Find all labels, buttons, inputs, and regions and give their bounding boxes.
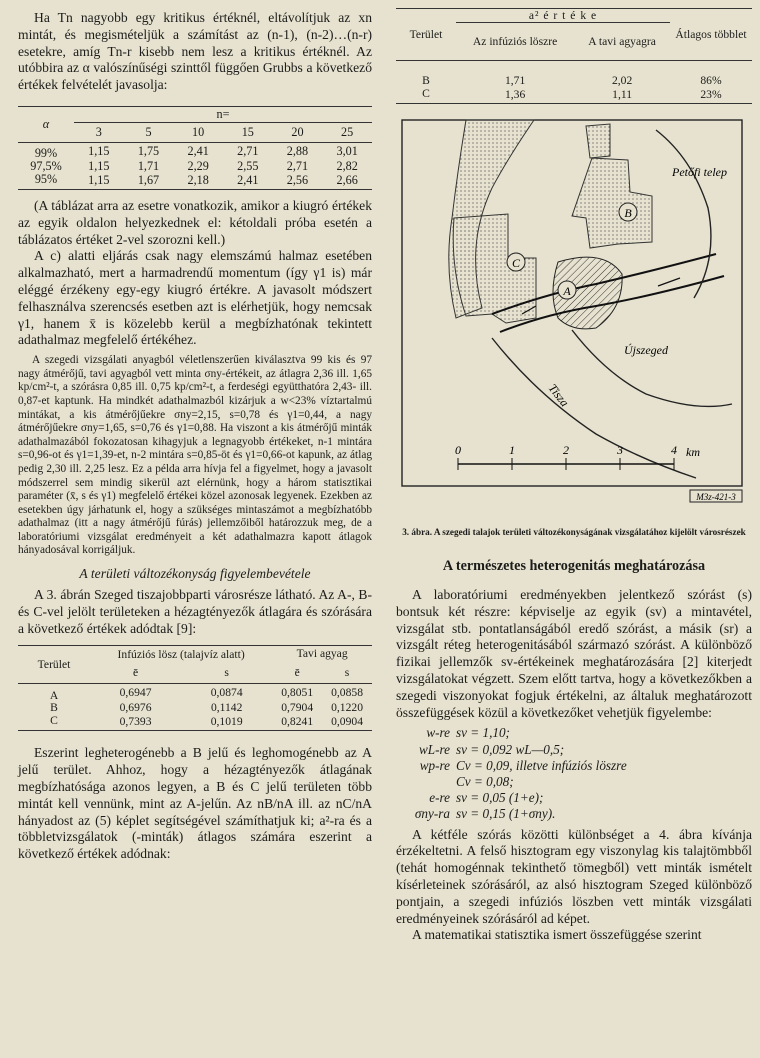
cell: 2,18 xyxy=(187,173,209,188)
equation-line: σny-ra sv = 0,15 (1+σny). xyxy=(414,806,556,822)
cell: 0,1019 xyxy=(210,715,243,729)
section-heading-natural: A természetes heterogenitás meghatározása xyxy=(442,558,706,574)
row-label: B xyxy=(422,74,430,87)
sub-header: ē xyxy=(294,665,300,679)
col-header-loess: Az infúziós löszre xyxy=(472,35,558,48)
row-label: A xyxy=(49,688,59,702)
left-column xyxy=(18,0,372,863)
equation-line: wp-re Cv = 0,09, illetve infúziós löszre xyxy=(419,757,627,773)
map-label-tisza: Tisza xyxy=(545,381,572,410)
cell: 23% xyxy=(700,88,722,101)
cell: 2,88 xyxy=(286,143,309,158)
col-header: 25 xyxy=(341,124,354,139)
cell: 2,29 xyxy=(187,158,209,173)
cell: 1,75 xyxy=(137,143,160,158)
table-row xyxy=(18,173,372,190)
cell: 2,02 xyxy=(611,74,633,87)
tisza-bank-right xyxy=(572,330,732,406)
group-header-a2: a² é r t é k e xyxy=(456,9,670,23)
row-label: C xyxy=(50,713,58,727)
row-label: 97,5% xyxy=(30,158,62,173)
scale-unit: km xyxy=(686,445,700,459)
section-heading-area: A területi változékonyság figyelembevétele xyxy=(79,566,311,582)
cell: 0,1142 xyxy=(210,701,243,715)
scale-label: 1 xyxy=(509,443,515,457)
extra-samples-table xyxy=(396,8,752,104)
cell: 0,0904 xyxy=(331,715,363,729)
table-row xyxy=(18,142,372,160)
cell: 1,11 xyxy=(612,88,633,101)
cell: 0,6976 xyxy=(119,701,152,715)
cell: 1,15 xyxy=(88,158,110,173)
figure-code: M3z-421-3 xyxy=(696,492,736,502)
paragraph-fig3-intro: A 3. ábrán Szeged tiszajobbparti városrésze látható. Az A-, B- és C-vel jelölt területeken a hézagtényezők átlagára és szórására a következő értékek adódtak [9]: xyxy=(18,587,372,636)
cell: 1,15 xyxy=(88,173,110,188)
col-header-average: Átlagos többlet xyxy=(675,28,747,41)
cell: 0,7393 xyxy=(119,715,152,729)
paragraph-histograms: A kétféle szórás közötti különbséget a 4. ábra kívánja érzékeltetni. A felső hisztogram egy viszonylag kis talajtömbből (tehát homogénnak tekinthető tömegből) vett minták ismételt kísérleteinek szórásáról, az alsó hisztogram Szeged különböző pontjain, a szegedi infúziós löszben vett minták vizsgálati eredményeinek szórásáról ad képet. xyxy=(396,826,752,926)
area-header: Terület xyxy=(409,28,443,41)
table-row xyxy=(396,61,752,88)
cell: 1,71 xyxy=(137,158,160,173)
tisza-bank-left xyxy=(492,338,696,478)
cell: 2,56 xyxy=(286,173,309,188)
cell: 0,8241 xyxy=(281,715,314,729)
cell: 0,6947 xyxy=(119,685,152,699)
cell: 2,71 xyxy=(286,158,309,173)
map-label-c: C xyxy=(511,256,521,270)
table-row xyxy=(18,683,372,702)
paragraph-table-note: (A táblázat arra az esetre vonatkozik, amikor a kiugró értékek az egyik oldalon helyezkednek el: kétoldali próba esetén a táblázatos értéket 2-vel szorozni kell.) xyxy=(18,197,372,247)
map-label-b: B xyxy=(624,206,632,220)
area-top-block xyxy=(586,124,610,158)
col-header-clay: A tavi agyagra xyxy=(588,35,656,48)
row-label: C xyxy=(422,86,430,100)
cell: 0,1220 xyxy=(331,701,363,715)
map-label-a: A xyxy=(563,284,571,298)
paragraph-method-c: A c) alatti eljárás csak nagy elemszámú halmaz esetében alkalmazható, mert a harmadrendű momentum (így γ1 is) már eléggé érzékeny egy-egy kiugró értékre. A javasolt módszert felhasználva szerencsés esetben azt is elérhetjük, hogy nemcsak γ1, hanem x̄ is közelebb kerül a megbízhatónak tekintett adathalmaz megfelelő értékéhez. xyxy=(18,248,372,348)
cell: 0,8051 xyxy=(281,685,314,699)
col-header: 15 xyxy=(241,124,254,139)
group-header-loess: Infúziós lösz (talajvíz alatt) xyxy=(117,648,245,662)
cell: 2,66 xyxy=(336,173,358,188)
alpha-header: α xyxy=(42,116,50,131)
scale-label: 3 xyxy=(617,443,623,457)
cell: 0,0858 xyxy=(331,685,363,699)
szeged-area-map xyxy=(396,118,752,518)
cell: 86% xyxy=(700,74,722,87)
table-row xyxy=(18,715,372,731)
paragraph-szeged-example: A szegedi vizsgálati anyagból véletlenszerűen kiválasztva 99 kis és 97 nagy átmérőjű, tavi agyagból vett minta σny-értékeit, az átlagra 2,36 ill. 1,65 kp/cm²-t, a szórásra 0,85 ill. 0,75 kp/cm²-t, a ferdeségi együtthatóra 2,43- ill. 0,87-et kaptunk. Ha mindkét adathalmazból kizárjuk a w<23% víztartalmú mintákat, a kis átmérőjűekre σny=2,15, s=0,78 és γ1=0,44, a nagy átmérőjűekre σny=1,65, s=0,76 és γ1=0,88. Ha viszont a kis átmérőjű minták adathalmazából fokozatosan kihagyjuk a legnagyobb értékeket, n-1 mintára s=0,96-ot és γ1=1,39-et, n-2 mintára s=0,85-öt és γ1=0,66-ot kapunk, az átlag pedig 2,30 ill. 2,25 lesz. Ez a példa arra hívja fel a figyelmet, hogy a javasolt módszerrel sem mindig sikerül azt elérnünk, hogy a három statisztikai paraméter (x̄, s és γ1) megfelelő értékei közel azonosak legyenek. Ezekben az esetekben úgy járhatunk el, hogy a szükséges mintaszámot a megbízhatóbb adathalmaz (itt a nagy átmérőjű fúrás) jellemzőiből határozzuk meg, de a laboratóriumi vizsgálat eredményeit a két adathalmazra kapott átlagok hányadosával korrigáljuk. xyxy=(18,354,372,557)
row-label: 95% xyxy=(34,171,58,186)
cell: 2,71 xyxy=(237,143,259,158)
paragraph-scatter-split: A laboratóriumi eredményekben jelentkező szórást (s) bontsuk két részre: képviselje az egyik (sv) a mintavétel, vizsgálat stb. pontatlanságából eredő szórást, a másik (sr) a vizsgált réteg heterogenitásából származó szórást. A különböző fizikai jellemzők sv-értékeinek meghatározására [2] kiterjedt vizsgálatokat végzett. Szem előtt tartva, hogy a következőkben a szegedi viszonyokat fogjuk értékelni, az általuk meghatározott összefüggések közül a következőket vehetjük figyelembe: xyxy=(396,587,752,720)
cell: 1,15 xyxy=(88,143,110,158)
n-header: n= xyxy=(74,106,372,122)
sub-header: ē xyxy=(132,665,139,679)
equation-list xyxy=(406,725,752,822)
equation-line: e-re sv = 0,05 (1+e); xyxy=(429,790,544,806)
sub-header: s xyxy=(224,665,229,679)
cell: 1,71 xyxy=(504,74,526,87)
petofi-border xyxy=(656,130,711,298)
grubbs-table xyxy=(18,106,372,190)
row-label: 99% xyxy=(34,145,58,160)
void-ratio-table xyxy=(18,645,372,731)
col-header: 20 xyxy=(291,124,304,139)
paragraph-heterogeneity: Eszerint legheterogénebb a B jelű és leghomogénebb az A jelű terület. Ahhoz, hogy a hézagtényezők átlagának megbízhatósága azonos legyen, a B és C jelű területen több mintát kell vennünk, mint az A-jelűn. Az nB/nA ill. az nC/nA hányadost az (5) képlet segítségével számíthatjuk ki; a²-ra és a többletvizsgálatok (-minták) átlagos számára eszerint a következő értékek adódnak: xyxy=(18,745,372,862)
equation-line: w-re sv = 1,10; xyxy=(426,725,510,741)
col-header: 3 xyxy=(95,124,102,139)
cell: 2,82 xyxy=(336,158,358,173)
equation-line: Cv = 0,08; xyxy=(456,773,514,789)
table-row xyxy=(18,160,372,173)
paragraph-grubbs-intro: Ha Tn nagyobb egy kritikus értéknél, eltávolítjuk az xn mintát, és megismételjük a számítást az (n-1), (n-2)…(n-r) esetekre, amíg Tn-r kisebb nem lesz a kritikus értéknél. Az utóbbira az α valószínűségi szinttől függően Grubbs a következő értékek felvételét javasolja: xyxy=(18,10,372,93)
area-b-block xyxy=(572,158,652,248)
col-header: 5 xyxy=(145,124,152,139)
cell: 0,7904 xyxy=(281,701,314,715)
cell: 2,41 xyxy=(187,143,209,158)
figure-caption: 3. ábra. A szegedi talajok területi változékonyságának vizsgálatához kijelölt városrészek xyxy=(402,527,746,537)
scale-label: 2 xyxy=(563,443,569,457)
cell: 1,67 xyxy=(137,173,160,188)
table-row xyxy=(396,88,752,104)
cell: 2,41 xyxy=(237,173,259,188)
table-row xyxy=(18,702,372,715)
row-label: B xyxy=(50,701,58,715)
cell: 0,0874 xyxy=(210,685,243,699)
col-header: 10 xyxy=(192,124,205,139)
map-label-ujszeged: Újszeged xyxy=(624,343,668,357)
cell: 3,01 xyxy=(336,143,358,158)
area-header: Terület xyxy=(37,658,71,672)
group-header-clay: Tavi agyag xyxy=(296,647,348,661)
scale-label: 0 xyxy=(455,443,461,457)
map-label-petofi: Petőfi telep xyxy=(672,165,727,179)
flow-arrow xyxy=(658,278,680,286)
right-column xyxy=(396,0,752,944)
area-c-block xyxy=(453,214,536,323)
sub-header: s xyxy=(344,665,350,679)
cell: 2,55 xyxy=(237,158,259,173)
paragraph-statistics: A matematikai statisztika ismert összefüggése szerint xyxy=(412,927,702,943)
equation-line: wL-re sv = 0,092 wL—0,5; xyxy=(418,741,565,757)
scale-label: 4 xyxy=(671,443,677,457)
cell: 1,36 xyxy=(504,88,526,101)
